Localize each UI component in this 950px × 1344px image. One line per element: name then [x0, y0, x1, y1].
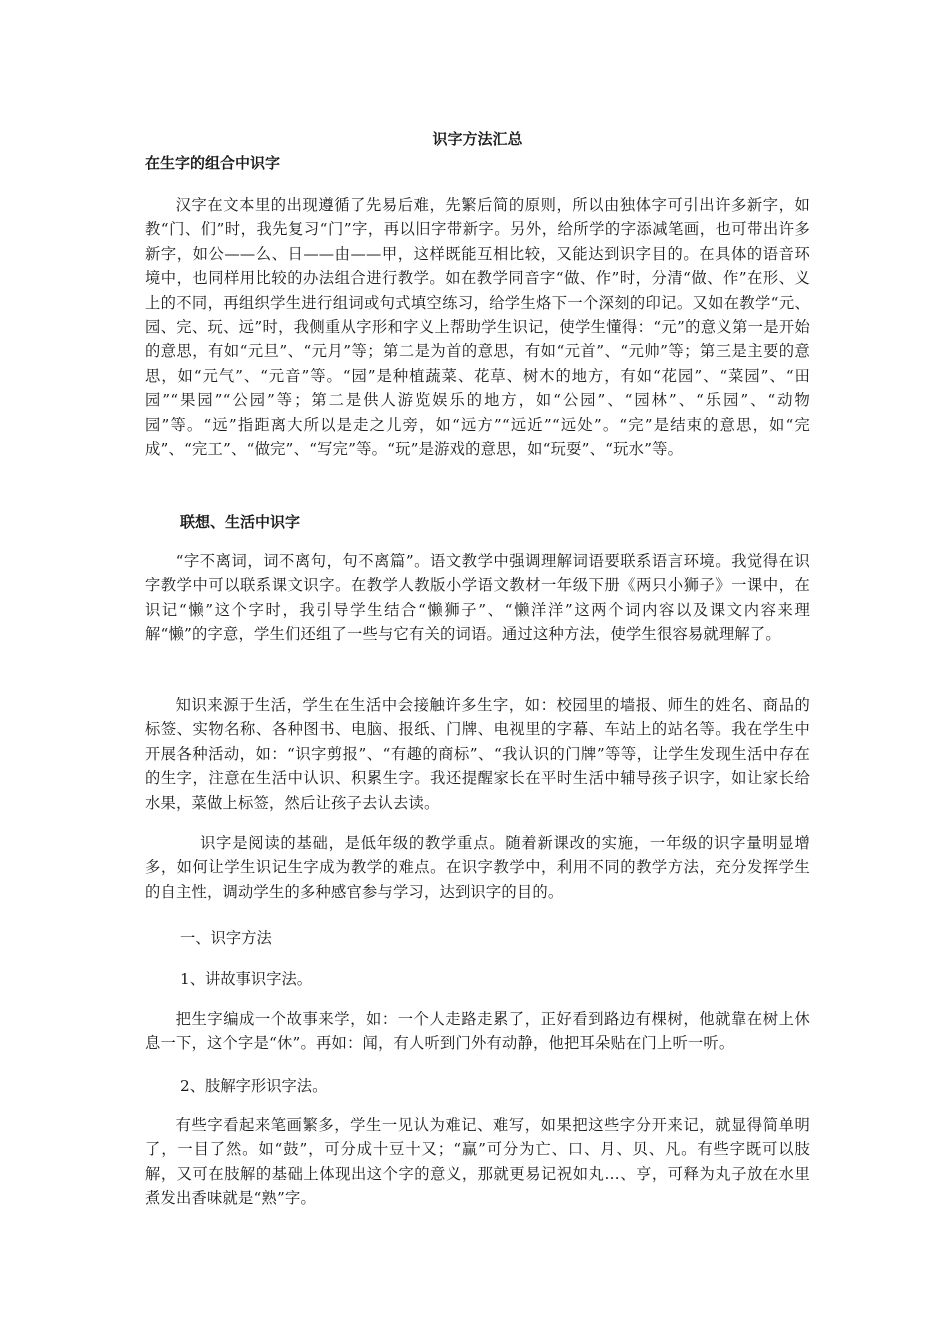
list-heading-methods: 一、识字方法	[180, 929, 272, 947]
document-page	[145, 0, 810, 1344]
paragraph-context: “字不离词，词不离句，句不离篇”。语文教学中强调理解词语要联系语言环境。我觉得在识字教学中可以联系课文识字。在教学人教版小学语文教材一年级下册《两只小狮子》一课中，在识记“懒”这个字时，我引导学生结合“懒狮子”、“懒洋洋”这两个词内容以及课文内容来理解“懒”的字意，学生们还组了一些与它有关的词语。通过这种方法，使学生很容易就理解了。	[145, 552, 810, 644]
paragraph-decompose: 有些字看起来笔画繁多，学生一见认为难记、难写，如果把这些字分开来记，就显得简单明了，一目了然。如“鼓”，可分成十豆十又；“赢”可分为亡、口、月、贝、凡。有些字既可以肢解，又可在肢解的基础上体现出这个字的意义，那就更易记祝如丸…、亨，可释为丸子放在水里煮发出香味就是“熟”字。	[145, 1116, 810, 1208]
method-heading-story: 1、讲故事识字法。	[180, 970, 313, 988]
paragraph-story: 把生字编成一个故事来学，如：一个人走路走累了，正好看到路边有棵树，他就靠在树上休息一下，这个字是“休”。再如：闻，有人听到门外有动静，他把耳朵贴在门上听一听。	[145, 1010, 810, 1053]
document-title: 识字方法汇总	[432, 130, 523, 148]
method-heading-decompose: 2、肢解字形识字法。	[180, 1077, 328, 1095]
paragraph-life: 知识来源于生活，学生在生活中会接触许多生字，如：校园里的墙报、师生的姓名、商品的标签、实物名称、各种图书、电脑、报纸、门牌、电视里的字幕、车站上的站名等。我在学生中开展各种活动，如：“识字剪报”、“有趣的商标”、“我认识的门牌”等等，让学生发现生活中存在的生字，注意在生活中认识、积累生字。我还提醒家长在平时生活中辅导孩子识字，如让家长给水果，菜做上标签，然后让孩子去认去读。	[145, 696, 810, 812]
paragraph-combination: 汉字在文本里的出现遵循了先易后难，先繁后简的原则，所以由独体字可引出许多新字，如教“门、们”时，我先复习“门”字，再以旧字带新字。另外，给所学的字添减笔画，也可带出许多新字，如公——么、日——由——甲，这样既能互相比较，又能达到识字目的。在具体的语音环境中，也同样用比较的办法组合进行教学。如在教学同音字“做、作”时，分清“做、作”在形、义上的不同，再组织学生进行组词或句式填空练习，给学生烙下一个深刻的印记。又如在教学“元、园、完、玩、远”时，我侧重从字形和字义上帮助学生识记，使学生懂得：“元”的意义第一是开始的意思，有如“元旦”、“元月”等；第二是为首的意思，有如“元首”、“元帅”等；第三是主要的意思，如“元气”、“元音”等。“园”是种植蔬菜、花草、树木的地方，有如“花园”、“菜园”、“田园”“果园”“公园”等；第二是供人游览娱乐的地方，如“公园”、“园林”、“乐园”、“动物园”等。“远”指距离大所以是走之儿旁，如“远方”“远近”“远处”。“完”是结束的意思，如“完成”、“完工”、“做完”、“写完”等。“玩”是游戏的意思，如“玩耍”、“玩水”等。	[145, 196, 810, 459]
paragraph-intro: 识字是阅读的基础，是低年级的教学重点。随着新课改的实施，一年级的识字量明显增多，如何让学生识记生字成为教学的难点。在识字教学中，利用不同的教学方法，充分发挥学生的自主性，调动学生的多种感官参与学习，达到识字的目的。	[145, 834, 810, 901]
section-heading-association: 联想、生活中识字	[180, 513, 301, 531]
section-heading-combination: 在生字的组合中识字	[145, 154, 281, 172]
